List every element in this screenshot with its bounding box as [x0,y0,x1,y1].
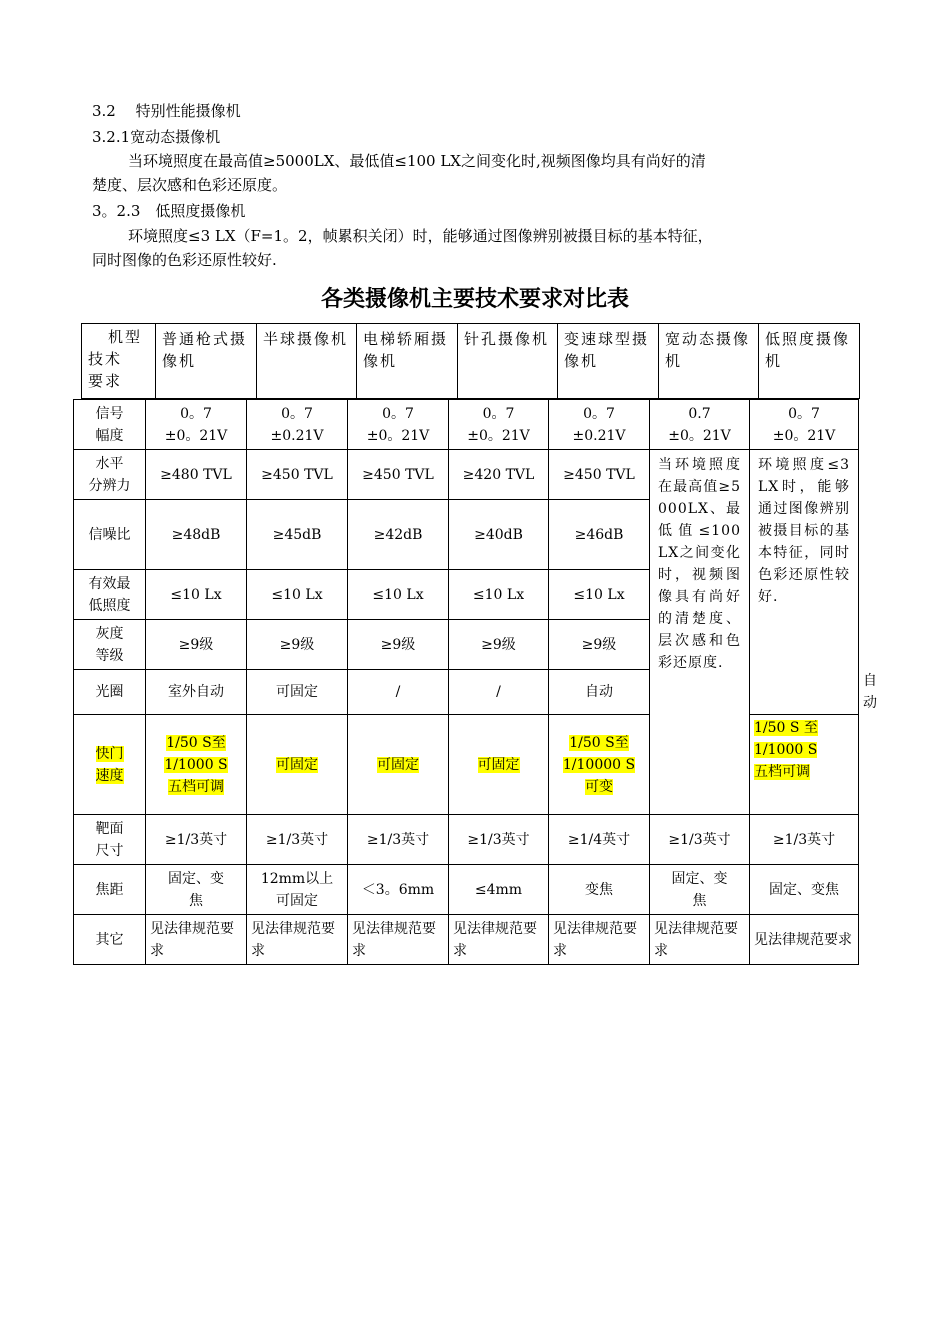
label-target: 靶面 尺寸 [74,815,146,865]
merged-low-light-description: 环境照度≤3 LX时，能够通过图像辨别被摄目标的基本特征，同时色彩还原性较好. [750,450,859,715]
cell-iris-bullet: 室外自动 [146,670,247,715]
cell-iris-pinhole: / [449,670,549,715]
row-focal [74,865,859,915]
row-signal [74,400,859,450]
cell-other-elevator: 见法律规范要求 [348,915,449,965]
section-heading-3-2: 3.2 特别性能摄像机 [92,102,241,120]
cell-resolution-dome: ≥450 TVL [247,450,348,500]
cell-signal-dome: 0。7 ±0.21V [247,400,348,450]
header-col-low-light: 低照度摄像机 [759,324,860,399]
corner-label-req: 要求 [88,372,123,390]
label-resolution: 水平 分辨力 [74,450,146,500]
label-signal: 信号 幅度 [74,400,146,450]
header-col-pinhole: 针孔摄像机 [458,324,558,399]
cell-target-pinhole: ≥1/3英寸 [449,815,549,865]
cell-focal-elevator: ＜3。6mm [348,865,449,915]
label-snr: 信噪比 [74,500,146,570]
row-iris: 光圈 室外自动 可固定 / / 自动 自动 [74,670,859,715]
cell-snr-dome: ≥45dB [247,500,348,570]
cell-target-bullet: ≥1/3英寸 [146,815,247,865]
cell-resolution-speed-dome: ≥450 TVL [549,450,650,500]
cell-other-bullet: 见法律规范要求 [146,915,247,965]
cell-other-speed-dome: 见法律规范要求 [549,915,650,965]
cell-gray-speed-dome: ≥9级 [549,620,650,670]
cell-target-low-light: ≥1/3英寸 [750,815,859,865]
cell-snr-bullet: ≥48dB [146,500,247,570]
corner-label-model: 机型 [108,328,143,346]
cell-resolution-pinhole: ≥420 TVL [449,450,549,500]
header-col-speed-dome: 变速球型摄像机 [558,324,659,399]
cell-min-lux-bullet: ≤10 Lx [146,570,247,620]
paragraph-low-light-1: 环境照度≤3 LX（F=1。2，帧累积关闭）时，能够通过图像辨别被摄目标的基本特征， [128,227,713,245]
cell-focal-speed-dome: 变焦 [549,865,650,915]
row-other [74,915,859,965]
header-row [82,324,860,399]
cell-other-dome: 见法律规范要求 [247,915,348,965]
cell-focal-dome: 12mm以上 可固定 [247,865,348,915]
header-corner-cell [82,324,156,399]
label-gray: 灰度 等级 [74,620,146,670]
cell-min-lux-dome: ≤10 Lx [247,570,348,620]
cell-focal-wide-dynamic: 固定、变 焦 [650,865,750,915]
cell-other-wide-dynamic: 见法律规范要求 [650,915,750,965]
cell-focal-bullet: 固定、变 焦 [146,865,247,915]
label-other: 其它 [74,915,146,965]
cell-shutter-elevator: 可固定 [348,715,449,815]
row-resolution [74,450,859,500]
cell-iris-dome: 可固定 [247,670,348,715]
header-col-wide-dynamic: 宽动态摄像机 [659,324,759,399]
label-iris: 光圈 [74,670,146,715]
paragraph-low-light-2: 同时图像的色彩还原性较好. [92,251,277,269]
cell-snr-speed-dome: ≥46dB [549,500,650,570]
cell-resolution-elevator: ≥450 TVL [348,450,449,500]
cell-gray-pinhole: ≥9级 [449,620,549,670]
cell-focal-low-light: 固定、变焦 [750,865,859,915]
cell-signal-bullet: 0。7 ±0。21V [146,400,247,450]
cell-signal-elevator: 0。7 ±0。21V [348,400,449,450]
comparison-table-body [73,399,877,965]
header-col-elevator: 电梯轿厢摄像机 [357,324,458,399]
cell-min-lux-speed-dome: ≤10 Lx [549,570,650,620]
cell-resolution-bullet: ≥480 TVL [146,450,247,500]
comparison-table-header [81,323,860,399]
paragraph-wide-dynamic-1: 当环境照度在最高值≥5000LX、最低值≤100 LX之间变化时,视频图像均具有尚好的清 [128,152,706,170]
cell-shutter-dome: 可固定 [247,715,348,815]
row-target [74,815,859,865]
cell-signal-speed-dome: 0。7 ±0.21V [549,400,650,450]
cell-gray-dome: ≥9级 [247,620,348,670]
cell-shutter-bullet: 1/50 S至 1/1000 S 五档可调 [146,715,247,815]
section-heading-3-2-3: 3。2.3 低照度摄像机 [92,202,246,220]
cell-shutter-pinhole: 可固定 [449,715,549,815]
paragraph-wide-dynamic-2: 楚度、层次感和色彩还原度。 [92,176,288,194]
cell-target-elevator: ≥1/3英寸 [348,815,449,865]
corner-label-tech: 技术 [88,350,123,368]
cell-snr-elevator: ≥42dB [348,500,449,570]
cell-signal-pinhole: 0。7 ±0。21V [449,400,549,450]
cell-shutter-low-light: 1/50 S 至 1/1000 S 五档可调 [750,715,859,815]
cell-iris-elevator: / [348,670,449,715]
cell-other-pinhole: 见法律规范要求 [449,915,549,965]
cell-shutter-speed-dome: 1/50 S至 1/10000 S 可变 [549,715,650,815]
label-min-lux: 有效最 低照度 [74,570,146,620]
cell-snr-pinhole: ≥40dB [449,500,549,570]
label-shutter: 快门 速度 [74,715,146,815]
cell-target-dome: ≥1/3英寸 [247,815,348,865]
header-col-bullet: 普通枪式摄像机 [156,324,257,399]
merged-wide-dynamic-description: 当环境照度在最高值≥5000LX、最低值≤100 LX之间变化时，视频图像具有尚好的清楚度、层次感和色彩还原度. [650,450,750,815]
table-title: 各类摄像机主要技术要求对比表 [320,287,629,312]
cell-target-wide-dynamic: ≥1/3英寸 [650,815,750,865]
cell-other-low-light: 见法律规范要求 [750,915,859,965]
section-heading-3-2-1: 3.2.1宽动态摄像机 [92,128,221,146]
cell-signal-wide-dynamic: 0.7 ±0。21V [650,400,750,450]
cell-iris-speed-dome: 自动 [549,670,650,715]
header-col-dome: 半球摄像机 [257,324,357,399]
cell-focal-pinhole: ≤4mm [449,865,549,915]
label-focal: 焦距 [74,865,146,915]
cell-target-speed-dome: ≥1/4英寸 [549,815,650,865]
cell-min-lux-pinhole: ≤10 Lx [449,570,549,620]
cell-min-lux-elevator: ≤10 Lx [348,570,449,620]
cell-gray-bullet: ≥9级 [146,620,247,670]
cell-gray-elevator: ≥9级 [348,620,449,670]
cell-signal-low-light: 0。7 ±0。21V [750,400,859,450]
